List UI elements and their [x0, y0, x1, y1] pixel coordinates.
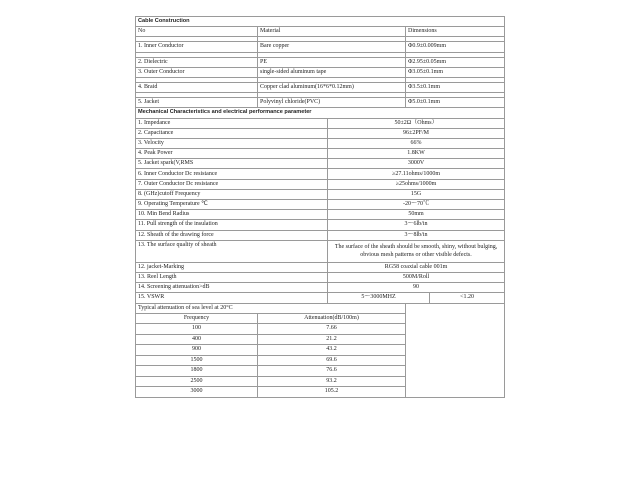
param-value: 50mm: [328, 210, 505, 220]
construction-dimension: Φ0.9±0.009mm: [406, 42, 505, 52]
header-attenuation: Attenuation(dB/100m): [258, 313, 406, 324]
attenuation-cell: 21.2: [258, 334, 406, 345]
construction-material: Bare copper: [258, 42, 406, 52]
spec-sheet: [135, 16, 504, 398]
attenuation-title: Typical attenuation of sea level at 20°C: [136, 303, 406, 313]
param-value: 90: [328, 283, 505, 293]
param-label: 3. Velocity: [136, 138, 328, 148]
surface-quality-value: [328, 240, 505, 262]
attenuation-cell: 76.6: [258, 366, 406, 377]
surface-line-1: The surface of the sheath should be smooth, shiny, without bulging,: [334, 243, 498, 250]
param-value: ≥25ohms/1000m: [328, 179, 505, 189]
header-dimensions: Dimensions: [406, 27, 505, 37]
frequency-cell: 900: [136, 345, 258, 356]
param-label: 5. Jacket spark(V,RMS: [136, 159, 328, 169]
mechanical-title: Mechanical Characteristics and electrical performance parameter: [136, 108, 505, 118]
construction-dimension: Φ2.95±0.05mm: [406, 57, 505, 67]
param-label: 13. Reel Length: [136, 272, 328, 282]
param-label: 8. (GHz)cutoff Frequency: [136, 189, 328, 199]
param-value: 50±2Ω（Ohms）: [328, 118, 505, 128]
header-material: Material: [258, 27, 406, 37]
frequency-cell: 400: [136, 334, 258, 345]
param-label: 4. Peak Power: [136, 149, 328, 159]
attenuation-cell: 69.6: [258, 355, 406, 366]
construction-item: 4. Braid: [136, 82, 258, 92]
construction-item: 3. Outer Conductor: [136, 67, 258, 77]
vswr-range: 5～3000MHZ: [328, 293, 430, 303]
param-value: ≥27.11ohms/1000m: [328, 169, 505, 179]
attenuation-cell: 43.2: [258, 345, 406, 356]
param-label: 1. Impedance: [136, 118, 328, 128]
param-label: 9. Operating Temperature ℃: [136, 200, 328, 210]
param-value: 1.8KW: [328, 149, 505, 159]
frequency-cell: 1800: [136, 366, 258, 377]
header-no: No: [136, 27, 258, 37]
param-value: 500M/Roll: [328, 272, 505, 282]
param-label: 11. Pull strength of the insulation: [136, 220, 328, 230]
construction-item: 1. Inner Conductor: [136, 42, 258, 52]
construction-dimension: Φ5.0±0.1mm: [406, 98, 505, 108]
param-value: 3～8lb/in: [328, 230, 505, 240]
param-label: 10. Min Bend Radius: [136, 210, 328, 220]
construction-dimension: Φ3.05±0.1mm: [406, 67, 505, 77]
param-label: 7. Outer Conductor Dc resistance: [136, 179, 328, 189]
param-label: 2. Capacitance: [136, 128, 328, 138]
param-label: 12. jacket-Marking: [136, 262, 328, 272]
param-label: 15. VSWR: [136, 293, 328, 303]
frequency-cell: 100: [136, 324, 258, 335]
param-value: 3000V: [328, 159, 505, 169]
construction-material: Copper clad aluminum(16*6*0.12mm): [258, 82, 406, 92]
param-label: 12. Sheath of the drawing force: [136, 230, 328, 240]
vswr-value: <1.20: [430, 293, 505, 303]
construction-item: 5. Jacket: [136, 98, 258, 108]
param-value: -20～70℃: [328, 200, 505, 210]
param-value: 66%: [328, 138, 505, 148]
construction-dimension: Φ3.5±0.1mm: [406, 82, 505, 92]
frequency-cell: 1500: [136, 355, 258, 366]
frequency-cell: 2500: [136, 376, 258, 387]
param-label: 13. The surface quality of sheath: [136, 240, 328, 262]
spec-table: [135, 16, 505, 398]
cable-construction-title: Cable Construction: [136, 17, 505, 27]
surface-line-2: obvious mesh patterns or other visible defects.: [360, 252, 472, 259]
attenuation-cell: 7.66: [258, 324, 406, 335]
param-value: 15G: [328, 189, 505, 199]
frequency-cell: 3000: [136, 387, 258, 398]
construction-material: Polyvinyl chloride(PVC): [258, 98, 406, 108]
param-value: 3～6lb/in: [328, 220, 505, 230]
param-value: 96±2PF/M: [328, 128, 505, 138]
attenuation-cell: 105.2: [258, 387, 406, 398]
param-value: RG58 coaxial cable 001m: [328, 262, 505, 272]
param-label: 14. Screening attenuation>dB: [136, 283, 328, 293]
attenuation-cell: 93.2: [258, 376, 406, 387]
construction-item: 2. Dielectric: [136, 57, 258, 67]
param-label: 6. Inner Conductor Dc resistance: [136, 169, 328, 179]
construction-material: PE: [258, 57, 406, 67]
construction-material: single-sided aluminum tape: [258, 67, 406, 77]
header-frequency: Frequency: [136, 313, 258, 324]
